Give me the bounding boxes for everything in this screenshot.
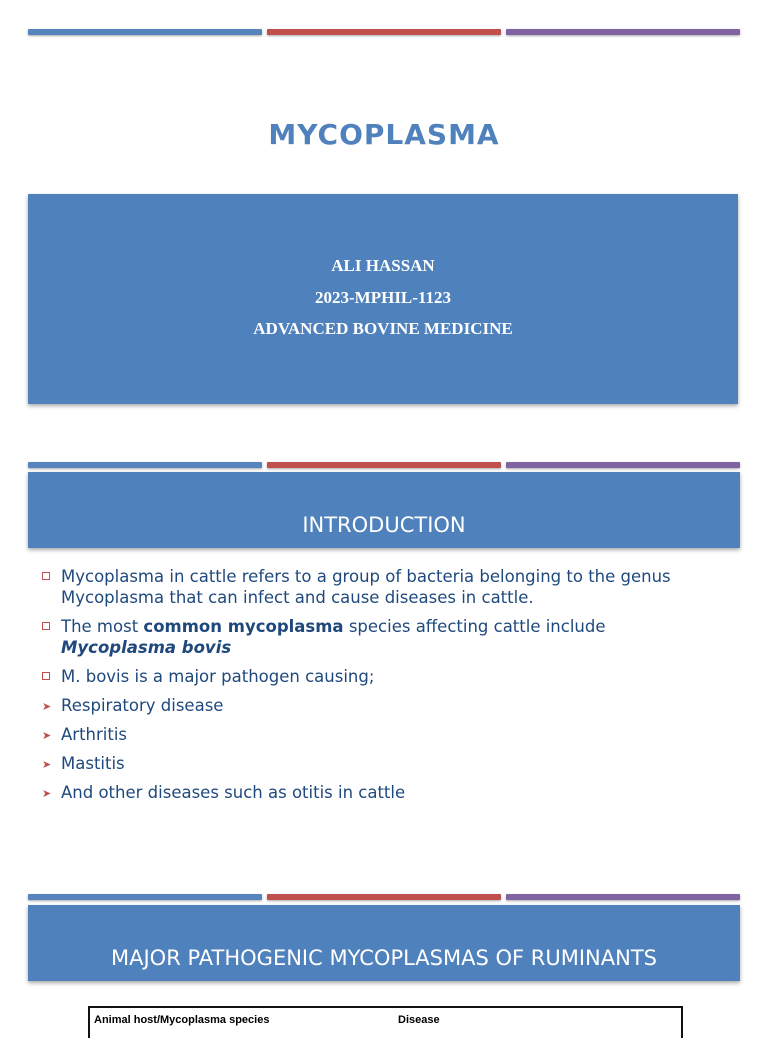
intro-banner bbox=[28, 472, 740, 548]
text-run: species affecting cattle include bbox=[343, 617, 606, 636]
intro-title: INTRODUCTION bbox=[302, 513, 466, 537]
bullet-item bbox=[42, 566, 732, 608]
table-slide-title: MAJOR PATHOGENIC MYCOPLASMAS OF RUMINANTS bbox=[111, 946, 657, 970]
bold-text: common mycoplasma bbox=[143, 617, 344, 636]
bullet-text bbox=[61, 616, 732, 637]
square-bullet-icon bbox=[42, 616, 50, 637]
bullet-text: And other diseases such as otitis in cattle bbox=[61, 783, 406, 802]
bullet-text: Mycoplasma in cattle refers to a group of bacteria belonging to the genus bbox=[61, 567, 671, 586]
accent-stripe-top bbox=[28, 29, 740, 37]
stripe-red bbox=[267, 894, 501, 900]
stripe-blue bbox=[28, 462, 262, 468]
accent-stripe-table bbox=[28, 894, 740, 902]
arrow-bullet-icon: ➤ bbox=[42, 729, 52, 742]
stripe-blue bbox=[28, 894, 262, 900]
bullet-text: Mastitis bbox=[61, 754, 125, 773]
bullet-text: Respiratory disease bbox=[61, 696, 224, 715]
bullet-text: M. bovis is a major pathogen causing; bbox=[61, 667, 375, 686]
author-box bbox=[28, 194, 738, 404]
course-name: ADVANCED BOVINE MEDICINE bbox=[253, 319, 513, 338]
species-name bbox=[61, 637, 732, 658]
intro-bullet-list bbox=[42, 566, 732, 811]
stripe-blue bbox=[28, 29, 262, 35]
author-name: ALI HASSAN bbox=[331, 256, 435, 275]
stripe-purple bbox=[506, 894, 740, 900]
accent-stripe-intro bbox=[28, 462, 740, 470]
text-run: The most bbox=[61, 617, 144, 636]
stripe-purple bbox=[506, 462, 740, 468]
table-banner bbox=[28, 905, 740, 981]
arrow-bullet-icon: ➤ bbox=[42, 700, 52, 713]
species-text: Mycoplasma bovis bbox=[61, 638, 232, 657]
square-bullet-icon bbox=[42, 566, 50, 587]
stripe-red bbox=[267, 29, 501, 35]
sub-bullet-item bbox=[42, 724, 732, 745]
arrow-bullet-icon: ➤ bbox=[42, 758, 52, 771]
bullet-item bbox=[42, 666, 732, 687]
arrow-bullet-icon: ➤ bbox=[42, 787, 52, 800]
table-header-host: Animal host/Mycoplasma species bbox=[94, 1014, 270, 1026]
stripe-purple bbox=[506, 29, 740, 35]
slide-title: MYCOPLASMA bbox=[268, 118, 500, 151]
bullet-text: Mycoplasma that can infect and cause diseases in cattle. bbox=[61, 588, 534, 607]
mycoplasma-table bbox=[88, 1006, 683, 1038]
author-id: 2023-MPHIL-1123 bbox=[315, 288, 451, 307]
square-bullet-icon bbox=[42, 666, 50, 687]
sub-bullet-item bbox=[42, 782, 732, 803]
bullet-text: Arthritis bbox=[61, 725, 128, 744]
bullet-item bbox=[42, 616, 732, 658]
sub-bullet-item bbox=[42, 695, 732, 716]
sub-bullet-item bbox=[42, 753, 732, 774]
stripe-red bbox=[267, 462, 501, 468]
table-header-disease: Disease bbox=[398, 1014, 440, 1026]
